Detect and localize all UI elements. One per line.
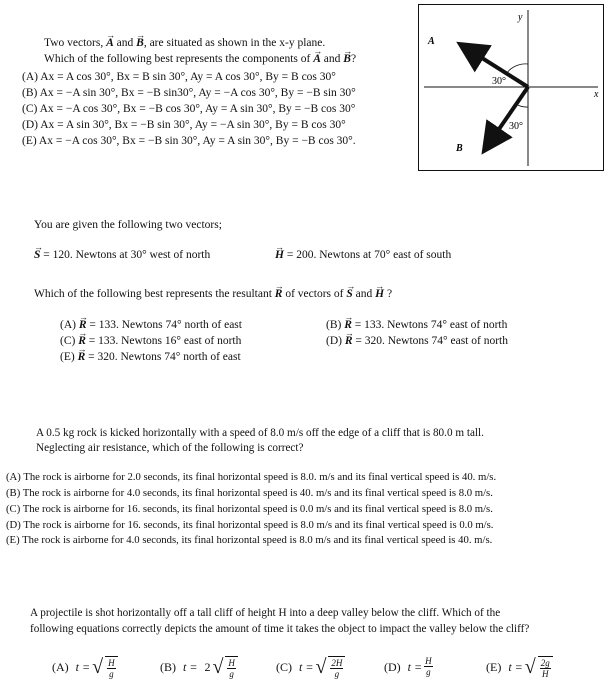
label-x: x [594, 89, 599, 100]
q4-option-b[interactable]: (B) t = 2 √ $\frac{H}{g}$ [160, 656, 238, 679]
q3-option-d[interactable]: (D) The rock is airborne for 16. seconds, its final horizontal speed is 8.0 m/s and its final vertical speed is 0.0 m/s. [6, 519, 494, 531]
angle-label-bottom: 30° [509, 121, 523, 132]
q1-option-c[interactable]: (C) Ax = −A cos 30°, Bx = −B cos 30°, Ay = A sin 30°, By = −B cos 30° [22, 103, 356, 115]
q1-option-e[interactable]: (E) Ax = −A cos 30°, Bx = −B sin 30°, Ay = A sin 30°, By = −B cos 30°. [22, 135, 356, 147]
vector-diagram [418, 4, 612, 174]
q3-option-c[interactable]: (C) The rock is airborne for 16. seconds, its final horizontal speed is 0.0 m/s and its final vertical speed is 8.0 m/s. [6, 503, 493, 515]
q2-vector-h: → H = 200. Newtons at 70° east of south [275, 248, 451, 263]
q1-stem-line2: Which of the following best represents the components of → A and → B? [44, 52, 356, 67]
q1-option-b[interactable]: (B) Ax = −A sin 30°, Bx = −B sin30°, Ay = −A cos 30°, By = −B sin 30° [22, 87, 356, 99]
vector-b-arrow [486, 87, 528, 148]
q4-option-e[interactable]: (E) t = √ $\frac{2g}{H}$ [486, 656, 553, 679]
q4-option-c[interactable]: (C) t = √ $\frac{2H}{g}$ [276, 656, 345, 679]
q1-stem-line1: Two vectors, → A and → B, are situated as shown in the x-y plane. [44, 36, 325, 51]
q2-option-b[interactable]: (B) → R = 133. Newtons 74° east of north [326, 318, 507, 333]
q2-question: Which of the following best represents the resultant → R of vectors of → S and → H ? [34, 287, 392, 302]
label-a: A [428, 36, 435, 47]
q2-intro: You are given the following two vectors; [34, 219, 222, 231]
label-y: y [518, 12, 523, 23]
q4-stem-line2: following equations correctly depicts the amount of time it takes the object to impact the valley below the cliff? [30, 623, 530, 635]
q2-option-e[interactable]: (E) → R = 320. Newtons 74° north of east [60, 350, 241, 365]
q2-option-a[interactable]: (A) → R = 133. Newtons 74° north of east [60, 318, 242, 333]
q4-option-a[interactable]: (A) t = √ $\frac{H}{g}$ [52, 656, 118, 679]
q3-stem-line2: Neglecting air resistance, which of the following is correct? [36, 442, 304, 454]
q4-stem-line1: A projectile is shot horizontally off a tall cliff of height H into a deep valley below the cliff. Which of the [30, 607, 501, 619]
q2-option-d[interactable]: (D) → R = 320. Newtons 74° east of north [326, 334, 508, 349]
angle-arc-a [506, 64, 528, 74]
label-b: B [456, 143, 463, 154]
q3-option-b[interactable]: (B) The rock is airborne for 4.0 seconds, its final horizontal speed is 40. m/s and its final vertical speed is 8.0 m/s. [6, 487, 493, 499]
q2-vector-s: → S = 120. Newtons at 30° west of north [34, 248, 210, 263]
angle-label-top: 30° [492, 76, 506, 87]
q4-option-d[interactable]: (D) t = $\frac{H}{g}$ [384, 656, 432, 677]
q3-stem-line1: A 0.5 kg rock is kicked horizontally with a speed of 8.0 m/s off the edge of a cliff that is 80.0 m tall. [36, 427, 484, 439]
q2-option-c[interactable]: (C) → R = 133. Newtons 16° east of north [60, 334, 241, 349]
q3-option-a[interactable]: (A) The rock is airborne for 2.0 seconds, its final horizontal speed is 8.0. m/s and its final vertical speed is 40. m/s. [6, 471, 497, 483]
q1-option-a[interactable]: (A) Ax = A cos 30°, Bx = B sin 30°, Ay = A cos 30°, By = B cos 30° [22, 71, 336, 83]
q3-option-e[interactable]: (E) The rock is airborne for 4.0 seconds, its final horizontal speed is 8.0 m/s and its final vertical speed is 40. m/s. [6, 534, 493, 546]
q1-option-d[interactable]: (D) Ax = A sin 30°, Bx = −B sin 30°, Ay = −A sin 30°, By = B cos 30° [22, 119, 346, 131]
